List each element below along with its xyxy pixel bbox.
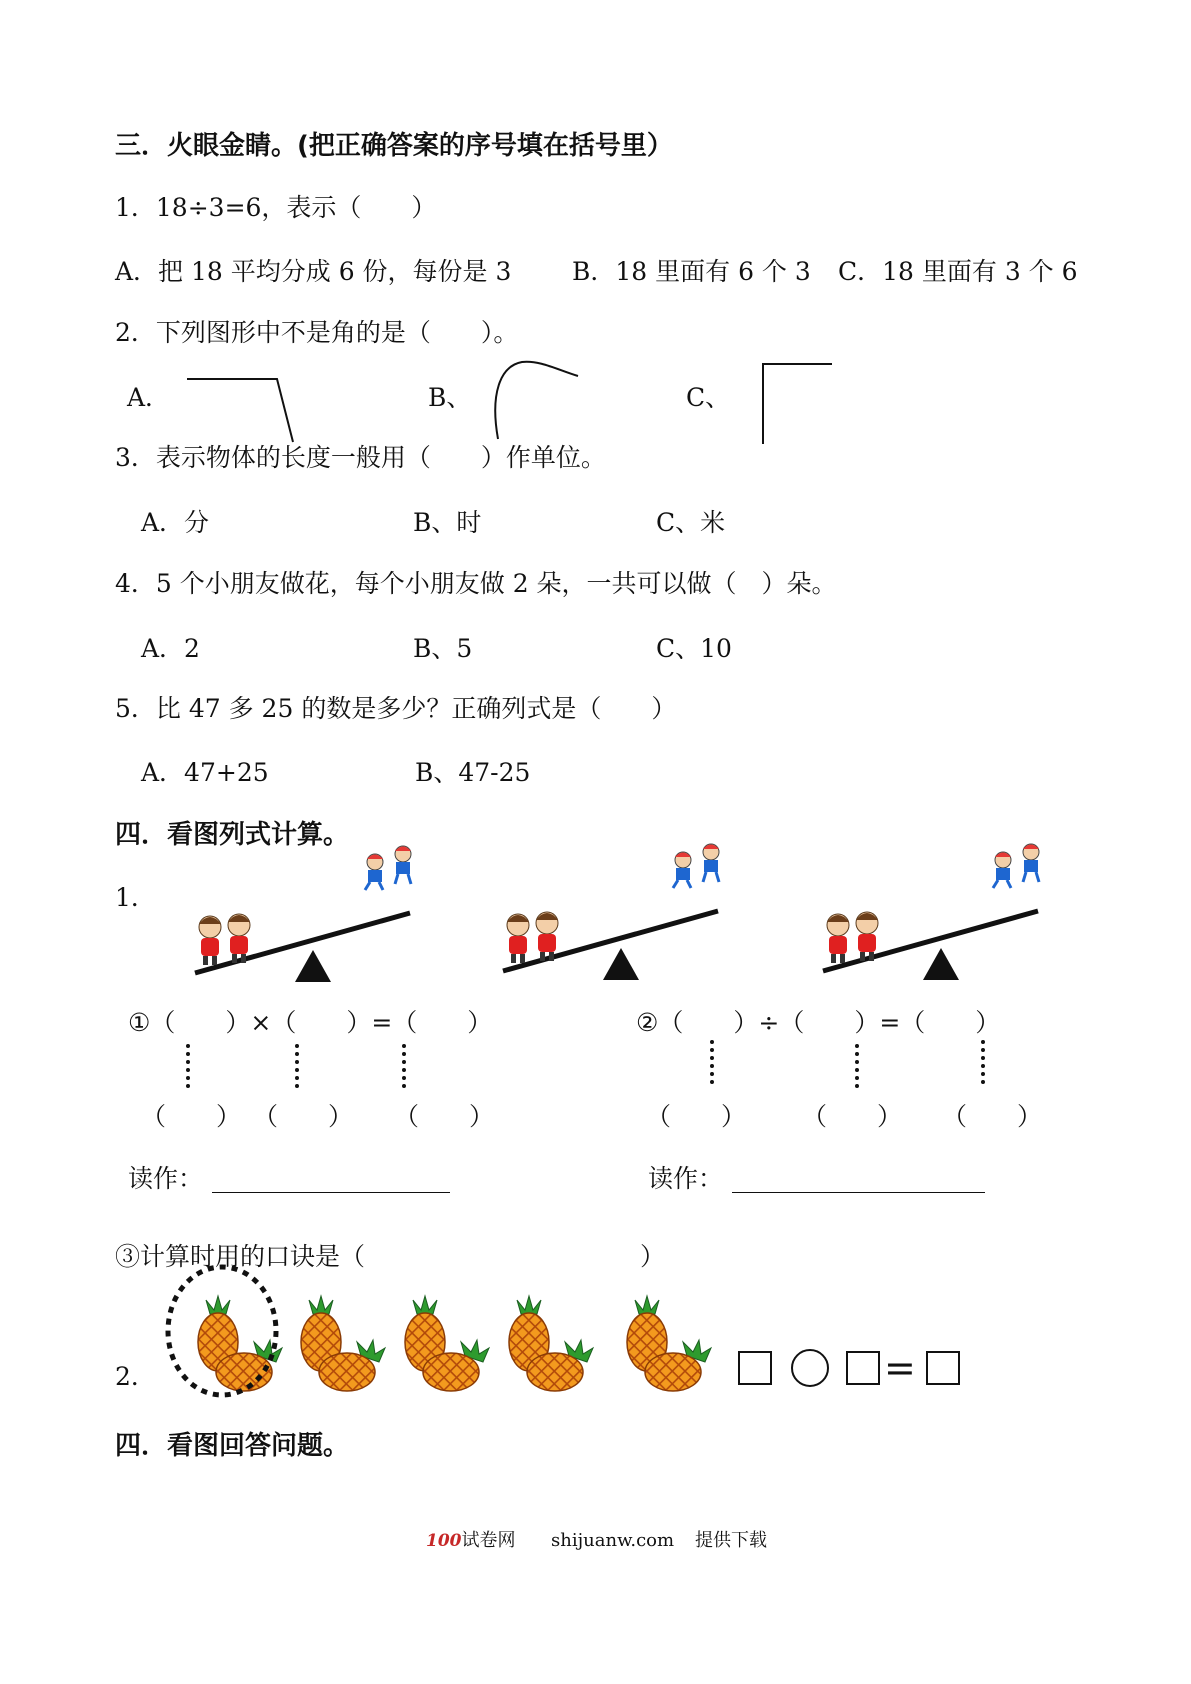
- equation-2: ②（ ）÷（ ）=（ ）: [636, 1008, 1001, 1037]
- q4-option-b: B、5: [413, 634, 473, 663]
- q5-option-a: A．47+25: [141, 758, 269, 787]
- section4b-title: 四．看图回答问题。: [115, 1431, 350, 1461]
- q3-option-a: A．分: [141, 508, 210, 537]
- footer-site-name: 试卷网: [461, 1530, 516, 1551]
- question-5: 5．比 47 多 25 的数是多少？正确列式是（ ）: [115, 694, 677, 723]
- question-4-2-label: 2．: [115, 1362, 156, 1391]
- q4-option-a: A．2: [141, 634, 200, 663]
- mnemonic-question: ③计算时用的口诀是（ ）: [115, 1242, 666, 1271]
- footer-download: 提供下载: [695, 1530, 767, 1551]
- paren-blank: （ ）: [942, 1102, 1043, 1131]
- q5-option-b: B、47-25: [415, 758, 531, 787]
- q2-option-c: C、: [686, 383, 731, 412]
- footer-url[interactable]: shijuanw.com: [551, 1530, 675, 1551]
- answer-box[interactable]: [738, 1351, 772, 1385]
- question-4: 4．5 个小朋友做花，每个小朋友做 2 朵，一共可以做（ ）朵。: [115, 569, 837, 598]
- question-4-1-label: 1．: [115, 883, 156, 912]
- question-1: 1．18÷3=6，表示（ ）: [115, 193, 437, 222]
- logo-100: 100: [426, 1531, 462, 1551]
- question-3: 3．表示物体的长度一般用（ ）作单位。: [115, 443, 606, 472]
- read-as-label: 读作：: [648, 1164, 724, 1193]
- footer-logo: [426, 1530, 516, 1552]
- section4-title: 四．看图列式计算。: [115, 820, 350, 850]
- q1-option-b: B．18 里面有 6 个 3: [572, 257, 811, 286]
- paren-blank: （ ）: [646, 1102, 747, 1131]
- q2-option-b: B、: [428, 383, 472, 412]
- equation-1: ①（ ）×（ ）=（ ）: [128, 1008, 493, 1037]
- q3-option-b: B、时: [413, 508, 482, 537]
- paren-blank: （ ）: [141, 1102, 242, 1131]
- equals-sign: =: [884, 1346, 916, 1390]
- q1-option-a: A．把 18 平均分成 6 份，每份是 3: [115, 257, 512, 286]
- paren-blank: （ ）: [802, 1102, 903, 1131]
- question-2: 2．下列图形中不是角的是（ ）。: [115, 318, 519, 347]
- operator-circle[interactable]: [791, 1349, 829, 1387]
- section3-title: 三．火眼金睛。(把正确答案的序号填在括号里）: [115, 131, 673, 161]
- answer-box[interactable]: [926, 1351, 960, 1385]
- q4-option-c: C、10: [656, 634, 732, 663]
- paren-blank: （ ）: [253, 1102, 354, 1131]
- answer-box[interactable]: [846, 1351, 880, 1385]
- paren-blank: （ ）: [394, 1102, 495, 1131]
- q1-option-c: C．18 里面有 3 个 6: [838, 257, 1078, 286]
- q2-option-a: A．: [127, 383, 171, 412]
- read-as-label: 读作：: [128, 1164, 204, 1193]
- q3-option-c: C、米: [656, 508, 726, 537]
